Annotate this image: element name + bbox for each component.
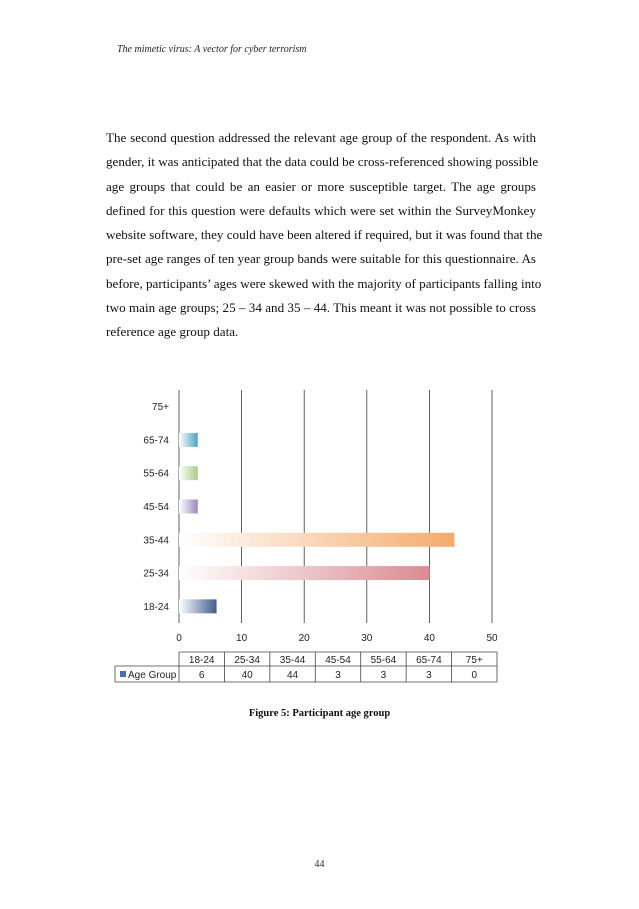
x-tick-label: 50 [486, 633, 498, 644]
category-label-35-44: 35-44 [143, 535, 169, 547]
bar-55-64 [179, 466, 198, 480]
running-head: The mimetic virus: A vector for cyber terrorism [117, 44, 307, 55]
category-label-55-64: 55-64 [143, 468, 169, 480]
paragraph-line: age groups that could be an easier or more susceptible target. The age groups [106, 178, 536, 194]
paragraph-line: gender, it was anticipated that the data could be cross-referenced showing possible [106, 154, 539, 170]
chart-gridlines [179, 390, 492, 623]
x-tick-label: 20 [298, 633, 310, 644]
table-value-25-34: 40 [241, 670, 253, 681]
x-tick-label: 30 [361, 633, 373, 644]
x-tick-label: 0 [176, 633, 182, 644]
bar-25-34 [179, 566, 429, 580]
table-value-18-24: 6 [198, 670, 205, 681]
table-value-65-74: 3 [426, 670, 432, 681]
category-label-75+: 75+ [152, 402, 169, 414]
table-value-55-64: 3 [380, 670, 387, 681]
figure-caption: Figure 5: Participant age group [248, 708, 391, 719]
paragraph-line: defined for this question were defaults which were set within the SurveyMonkey [106, 202, 536, 218]
x-tick-label: 10 [236, 633, 248, 644]
paragraph-line: website software, they could have been altered if required, but it was found that the [106, 227, 543, 243]
bar-35-44 [179, 533, 454, 547]
table-header-35-44: 35-44 [279, 655, 306, 666]
page-number: 44 [314, 859, 325, 870]
category-label-65-74: 65-74 [143, 435, 169, 447]
table-header-25-34: 25-34 [234, 655, 260, 666]
table-header-65-74: 65-74 [416, 655, 442, 666]
table-value-35-44: 44 [287, 670, 299, 681]
category-label-45-54: 45-54 [143, 502, 169, 513]
paragraph-line: reference age group data. [106, 324, 239, 340]
paragraph-line: The second question addressed the relevant age group of the respondent. As with [106, 130, 536, 145]
table-header-18-24: 18-24 [188, 655, 215, 666]
table-header-75+: 75+ [465, 655, 483, 666]
chart-category-labels [143, 402, 169, 613]
chart-data-table [115, 652, 497, 682]
paragraph-line: two main age groups; 25 – 34 and 35 – 44. This meant it was not possible to cross [106, 300, 536, 316]
category-label-18-24: 18-24 [143, 601, 169, 613]
legend-label: Age Group [128, 670, 177, 681]
table-header-45-54: 45-54 [325, 655, 351, 666]
legend-key [120, 671, 126, 677]
paragraph-line: before, participants’ ages were skewed with the majority of participants falling into [106, 275, 542, 291]
table-header-55-64: 55-64 [370, 655, 397, 666]
chart-x-tick-labels [176, 633, 498, 644]
bar-65-74 [179, 433, 198, 447]
table-value-75+: 0 [471, 670, 478, 681]
x-tick-label: 40 [423, 633, 435, 644]
bar-18-24 [179, 599, 217, 613]
chart-bars [179, 433, 454, 613]
bar-45-54 [179, 500, 198, 514]
paragraph-line: pre-set age ranges of ten year group bands were suitable for this questionnaire. As [106, 251, 536, 267]
table-value-45-54: 3 [335, 670, 341, 681]
category-label-25-34: 25-34 [143, 568, 169, 580]
